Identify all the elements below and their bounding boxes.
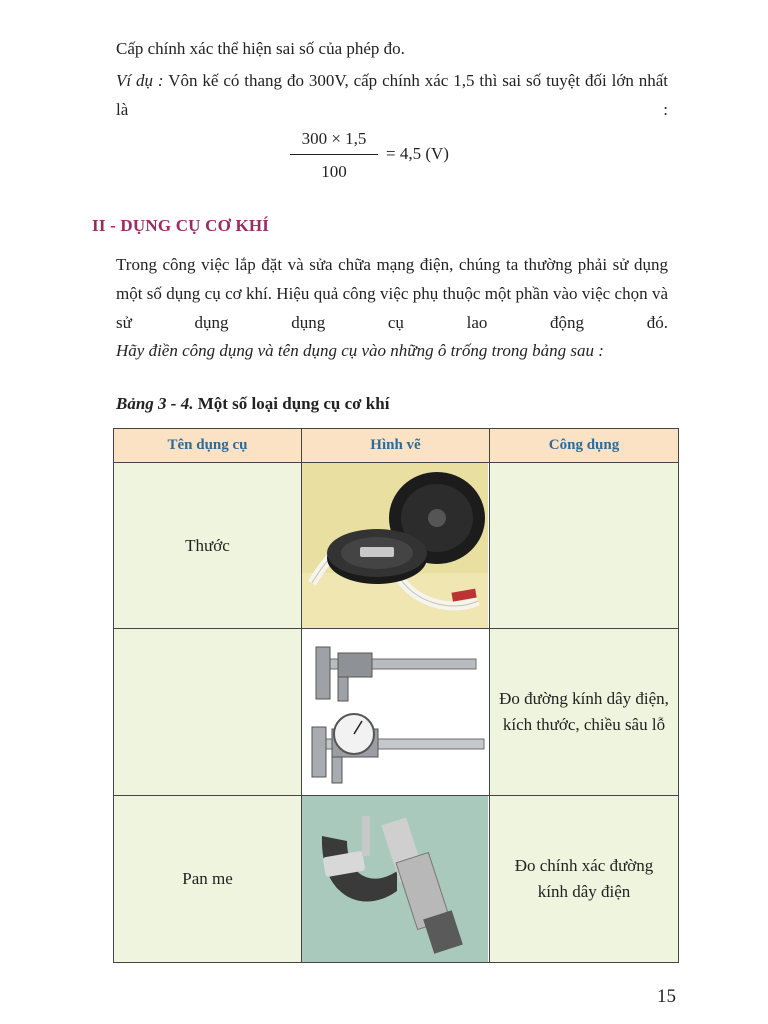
example-label: Ví dụ : [116, 71, 164, 90]
table-row [114, 463, 679, 629]
page-number: 15 [657, 986, 676, 1007]
formula-fraction [290, 126, 378, 185]
tool-name-cell: Thước [114, 463, 302, 629]
table-header-row [114, 429, 679, 463]
header-usage: Công dụng [490, 429, 679, 463]
fraction-bar [290, 154, 378, 155]
caliper-image [302, 629, 490, 796]
formula-result: = 4,5 (V) [386, 144, 449, 163]
header-tool-name: Tên dụng cụ [114, 429, 302, 463]
table-caption-title: Một số loại dụng cụ cơ khí [193, 394, 390, 413]
table-row [114, 629, 679, 796]
caliper-icon [302, 629, 488, 795]
tape-measure-icon [302, 463, 488, 628]
table-caption [116, 394, 389, 414]
tool-usage-text: Đo chính xác đường kính dây điện [514, 856, 654, 901]
section-heading: II - DỤNG CỤ CƠ KHÍ [92, 216, 270, 235]
section-instruction: Hãy điền công dụng và tên dụng cụ vào những ô trống trong bảng sau : [116, 341, 604, 360]
formula-numerator: 300 × 1,5 [301, 129, 367, 148]
example-paragraph [116, 66, 668, 124]
table-row [114, 796, 679, 963]
tape-measure-image [302, 463, 490, 629]
example-text: Vôn kế có thang đo 300V, cấp chính xác 1,5 thì sai số tuyệt đối lớn nhất là : [116, 71, 668, 119]
tool-name-cell: Pan me [114, 796, 302, 963]
micrometer-icon [302, 796, 488, 962]
tool-usage-cell [490, 796, 679, 963]
tool-usage-cell [490, 463, 679, 629]
tools-table [113, 428, 679, 963]
tool-usage-cell [490, 629, 679, 796]
tool-name-cell [114, 629, 302, 796]
section-intro: Trong công việc lắp đặt và sửa chữa mạng điện, chúng ta thường phải sử dụng một số dụng cụ cơ khí. Hiệu quả công việc phụ thuộc một phần vào việc chọn và sử dụng dụng cụ lao động đó. [116, 255, 668, 332]
error-formula [290, 126, 510, 186]
accuracy-sentence: Cấp chính xác thể hiện sai số của phép đo. [116, 39, 405, 58]
table-caption-label: Bảng 3 - 4. [116, 394, 194, 413]
formula-denominator: 100 [321, 162, 347, 181]
header-drawing: Hình vẽ [302, 429, 490, 463]
micrometer-image [302, 796, 490, 963]
tool-usage-text: Đo đường kính dây điện, kích thước, chiều sâu lỗ [499, 689, 669, 734]
